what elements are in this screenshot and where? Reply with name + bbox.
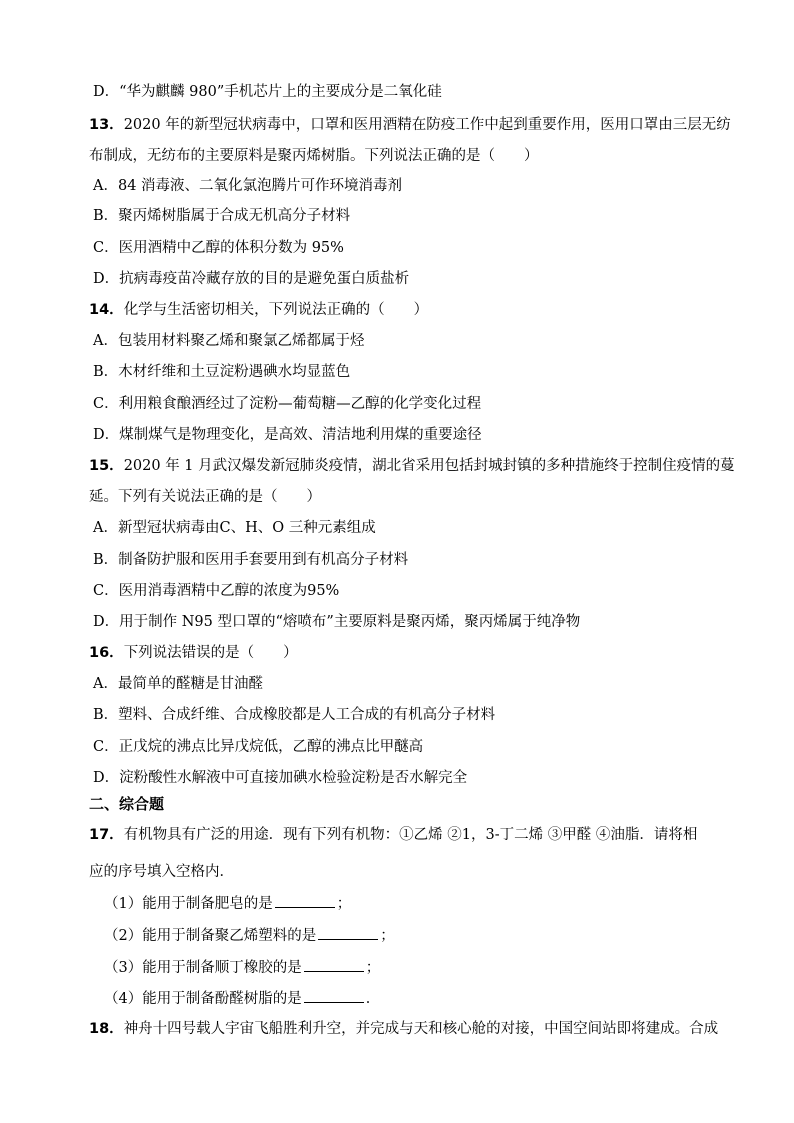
q17-sub1 bbox=[104, 893, 351, 914]
q18-stem-line1 bbox=[89, 1019, 718, 1039]
q17-sub3-text: （3）能用于制备顺丁橡胶的是 bbox=[104, 960, 302, 976]
q16-option-c: C．正戊烷的沸点比异戊烷低，乙醇的沸点比甲醚高 bbox=[93, 739, 424, 755]
q15-stem-line2: 延。下列有关说法正确的是（ ） bbox=[89, 489, 321, 505]
q16-stem-text1: 下列说法错误的是（ ） bbox=[123, 645, 298, 661]
q17-sub4 bbox=[104, 988, 380, 1009]
q13-stem-text1: 2020 年的新型冠状病毒中，口罩和医用酒精在防疫工作中起到重要作用，医用口罩由三层无纺 bbox=[123, 117, 731, 133]
q16-number: 16． bbox=[89, 645, 124, 661]
q16-option-b: B．塑料、合成纤维、合成橡胶都是人工合成的有机高分子材料 bbox=[93, 707, 496, 723]
q15-number: 15． bbox=[89, 458, 124, 474]
q13-option-b: B．聚丙烯树脂属于合成无机高分子材料 bbox=[93, 208, 351, 224]
q13-number: 13． bbox=[89, 117, 124, 133]
q15-option-b: B．制备防护服和医用手套要用到有机高分子材料 bbox=[93, 552, 409, 568]
q13-option-c: C．医用酒精中乙醇的体积分数为 95% bbox=[93, 240, 344, 256]
q18-stem-text1: 神舟十四号载人宇宙飞船胜利升空，并完成与天和核心舱的对接，中国空间站即将建成。合成 bbox=[123, 1021, 719, 1037]
q17-sub2-text: （2）能用于制备聚乙烯塑料的是 bbox=[104, 928, 317, 944]
q16-option-a: A．最简单的醛糖是甘油醛 bbox=[93, 676, 263, 692]
q17-sub3-end: ； bbox=[365, 960, 381, 976]
q14-option-c: C．利用粮食酿酒经过了淀粉—葡萄糖—乙醇的化学变化过程 bbox=[93, 396, 482, 412]
q15-option-c: C．医用消毒酒精中乙醇的浓度为95% bbox=[93, 583, 340, 599]
q14-option-b: B．木材纤维和土豆淀粉遇碘水均显蓝色 bbox=[93, 364, 351, 380]
q17-number: 17． bbox=[89, 827, 124, 843]
section-heading: 二、综合题 bbox=[89, 795, 165, 813]
q17-sub1-text: （1）能用于制备肥皂的是 bbox=[104, 896, 273, 912]
q17-sub1-blank[interactable] bbox=[275, 893, 335, 908]
q17-sub4-blank[interactable] bbox=[304, 988, 364, 1003]
q17-sub1-end: ； bbox=[336, 896, 352, 912]
q14-stem-line1 bbox=[89, 300, 428, 320]
q17-sub2-blank[interactable] bbox=[318, 925, 378, 940]
q15-stem-line1 bbox=[89, 456, 735, 476]
q15-option-d: D．用于制作 N95 型口罩的“熔喷布”主要原料是聚丙烯，聚丙烯属于纯净物 bbox=[93, 614, 581, 630]
q13-option-d: D．抗病毒疫苗冷藏存放的目的是避免蛋白质盐析 bbox=[93, 271, 410, 287]
q17-sub2-end: ； bbox=[380, 928, 395, 944]
q12-option-d: D．“华为麒麟 980”手机芯片上的主要成分是二氧化硅 bbox=[93, 84, 442, 100]
q17-sub3 bbox=[104, 957, 380, 978]
q17-stem-line1 bbox=[89, 825, 697, 845]
q17-sub4-text: （4）能用于制备酚醛树脂的是 bbox=[104, 991, 302, 1007]
q16-option-d: D．淀粉酸性水解液中可直接加碘水检验淀粉是否水解完全 bbox=[93, 770, 468, 786]
q17-sub3-blank[interactable] bbox=[304, 957, 364, 972]
q13-option-a: A．84 消毒液、二氧化氯泡腾片可作环境消毒剂 bbox=[93, 178, 403, 194]
q17-sub2 bbox=[104, 925, 395, 946]
q18-number: 18． bbox=[89, 1021, 124, 1037]
q17-stem-text1: 有机物具有广泛的用途．现有下列有机物：①乙烯 ②1，3-丁二烯 ③甲醛 ④油脂．请将相 bbox=[123, 827, 698, 843]
q14-number: 14． bbox=[89, 302, 124, 318]
q16-stem-line1 bbox=[89, 643, 298, 663]
q17-stem-line2: 应的序号填入空格内． bbox=[89, 864, 234, 880]
q13-stem-line1 bbox=[89, 115, 731, 135]
q14-option-a: A．包装用材料聚乙烯和聚氯乙烯都属于烃 bbox=[93, 333, 365, 349]
q15-option-a: A．新型冠状病毒由C、H、O 三种元素组成 bbox=[93, 520, 376, 536]
q15-stem-text1: 2020 年 1 月武汉爆发新冠肺炎疫情，湖北省采用包括封城封镇的多种措施终于控制住疫情的蔓 bbox=[123, 458, 735, 474]
q14-option-d: D．煤制煤气是物理变化，是高效、清洁地利用煤的重要途径 bbox=[93, 427, 482, 443]
q14-stem-text1: 化学与生活密切相关，下列说法正确的（ ） bbox=[123, 302, 429, 318]
q13-stem-line2: 布制成，无纺布的主要原料是聚丙烯树脂。下列说法正确的是（ ） bbox=[89, 148, 539, 164]
q17-sub4-end: ． bbox=[365, 991, 381, 1007]
